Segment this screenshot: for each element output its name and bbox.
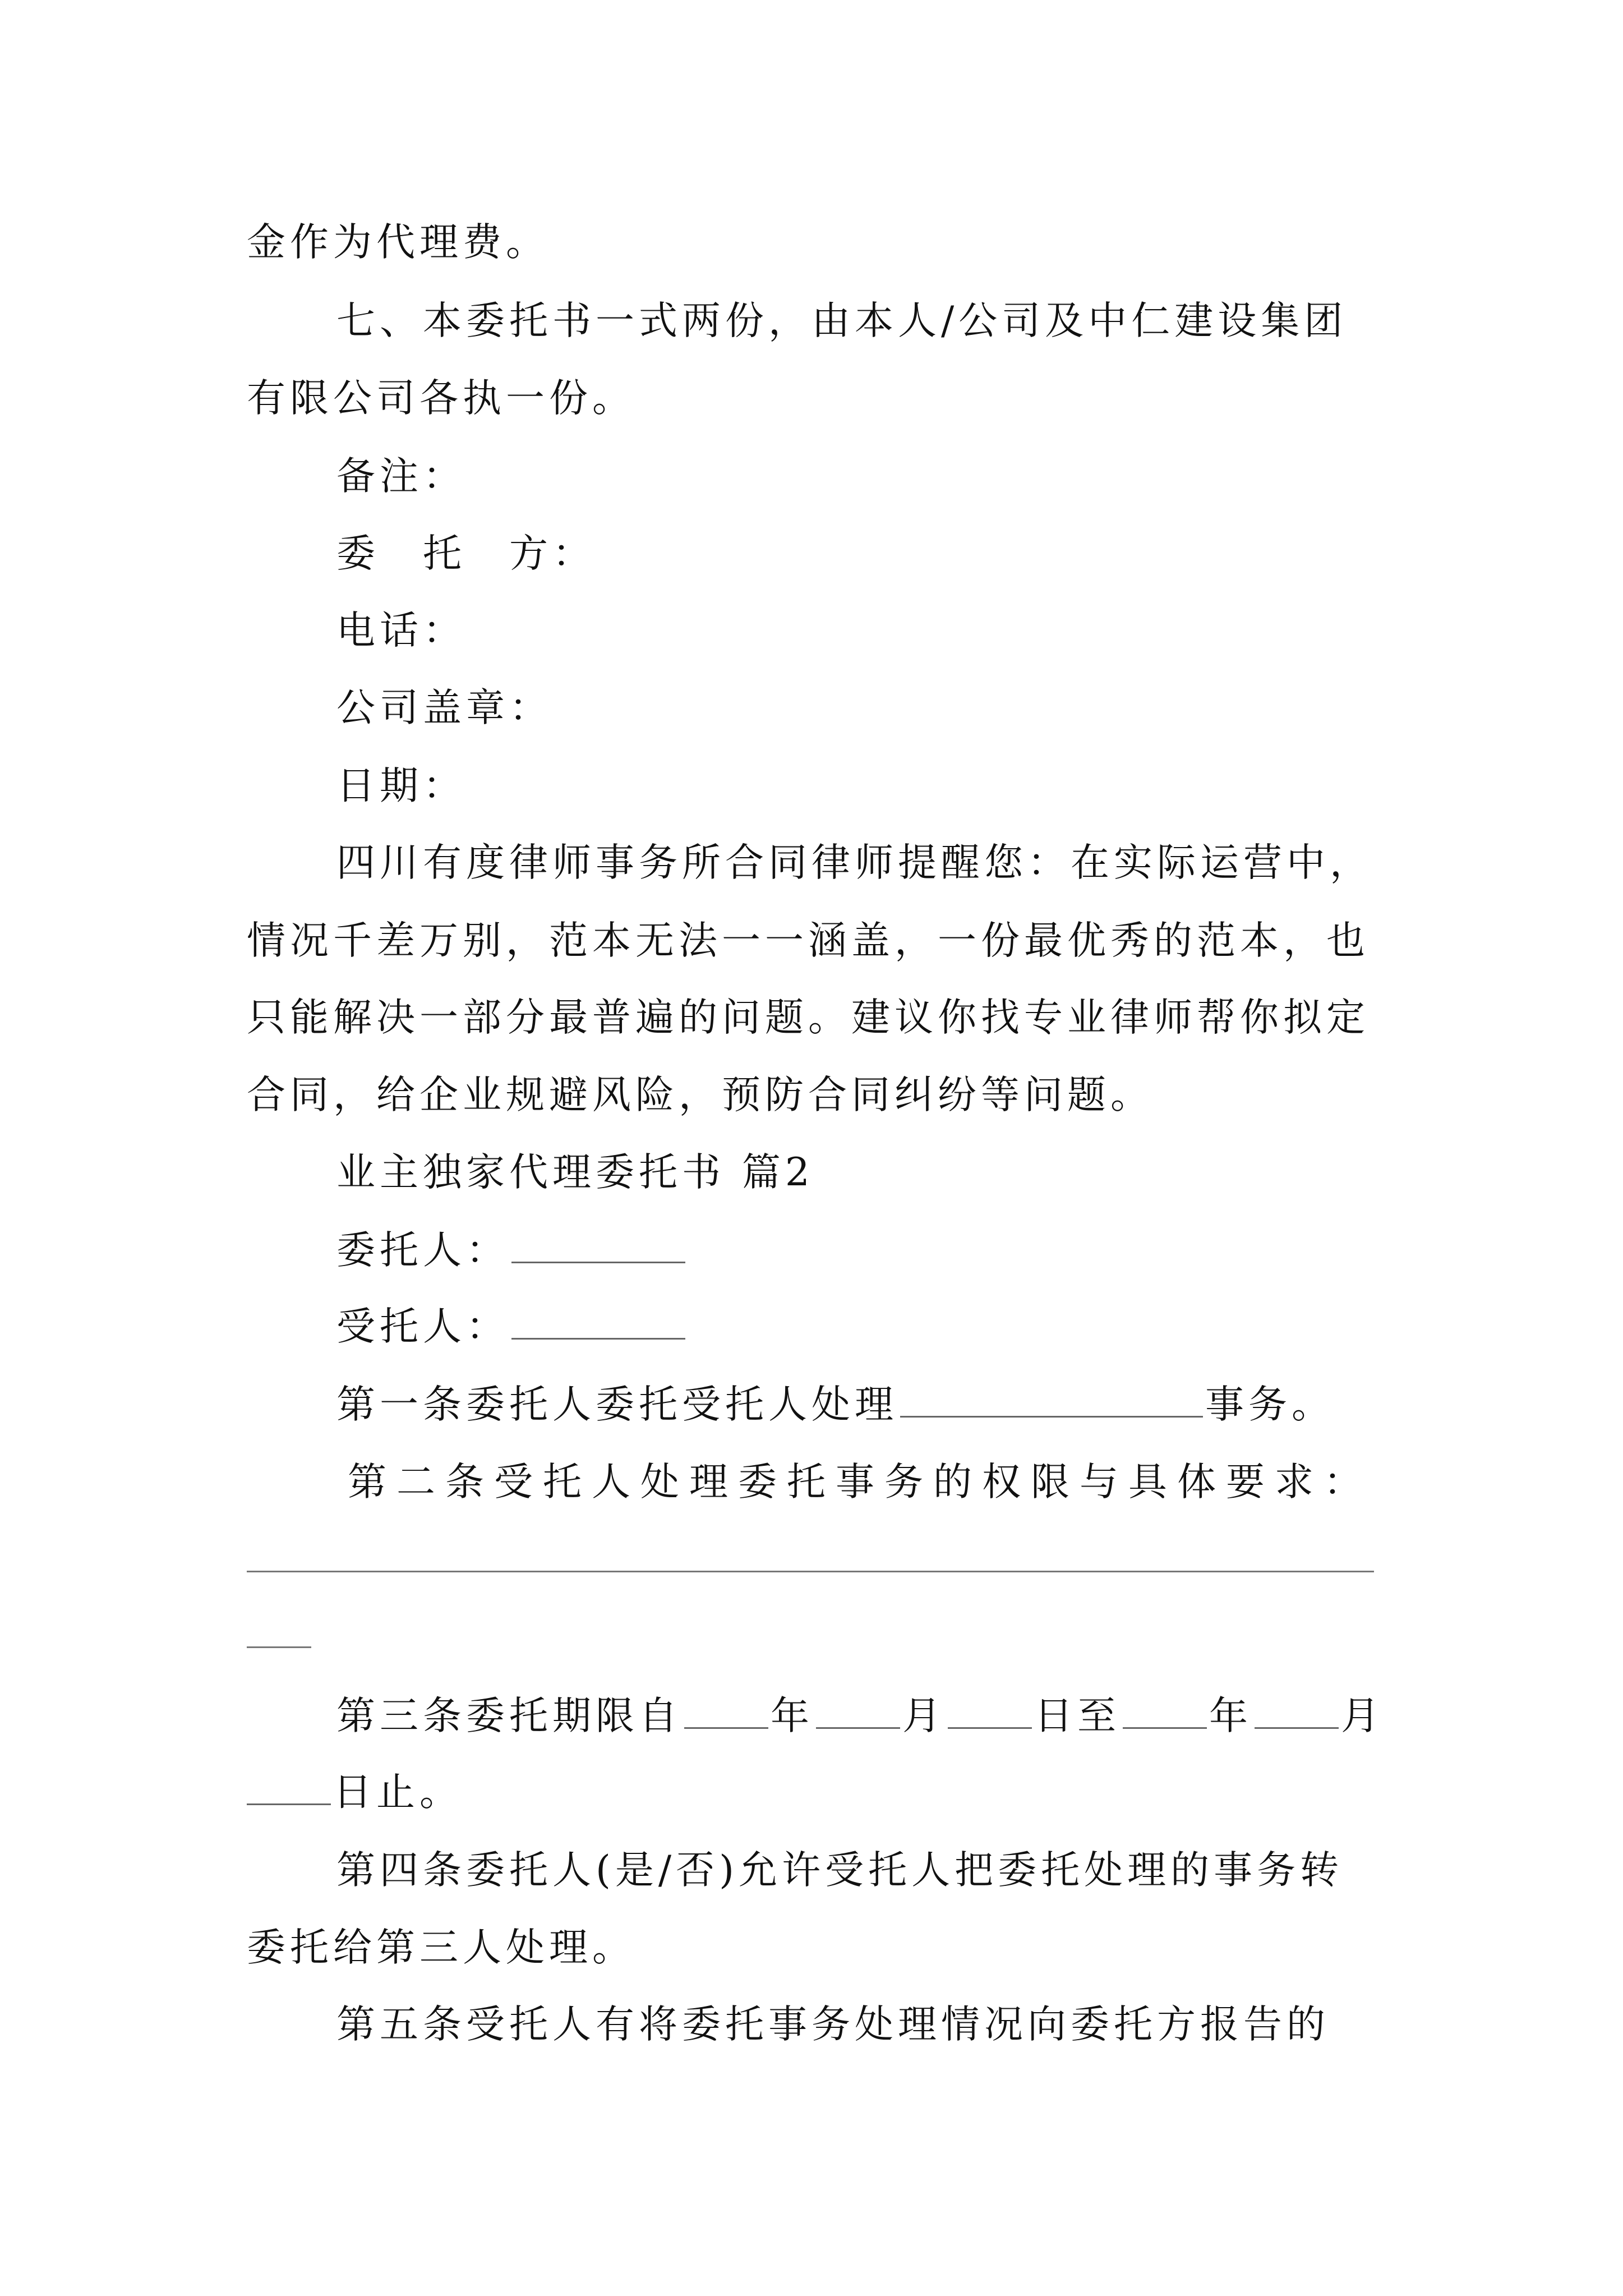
end-month-blank <box>1255 1727 1339 1729</box>
day-to-label: 日至 <box>1034 1694 1121 1738</box>
answer-rule-continued <box>247 1646 311 1648</box>
paragraph-line: 第四条委托人(是/否)允许受托人把委托处理的事务转 <box>336 1848 1344 1893</box>
principal-blank <box>511 1262 685 1263</box>
paragraph-line: 金作为代理费。 <box>247 220 549 265</box>
day-end-label: 日止。 <box>333 1770 463 1815</box>
article-one <box>336 1382 1475 1427</box>
principal-label: 委 托 方： <box>336 531 596 576</box>
paragraph-line: 第五条受托人有将委托事务处理情况向委托方报告的 <box>336 2002 1330 2047</box>
end-year-blank <box>1123 1727 1207 1729</box>
year-label: 年 <box>771 1694 814 1738</box>
start-month-blank <box>816 1727 900 1729</box>
principal-field-label: 委托人： <box>336 1228 509 1273</box>
article-three-end <box>247 1770 1385 1815</box>
paragraph-line: 情况千差万别，范本无法一一涵盖，一份最优秀的范本，也 <box>247 918 1370 963</box>
trustee-field <box>336 1304 1475 1349</box>
answer-rule <box>247 1571 1374 1572</box>
phone-label: 电话： <box>336 608 466 653</box>
term-from-label: 第三条委托期限自 <box>336 1694 682 1738</box>
company-seal-label: 公司盖章： <box>336 685 552 730</box>
start-year-blank <box>684 1727 768 1729</box>
month-label: 月 <box>902 1694 946 1738</box>
start-day-blank <box>948 1727 1032 1729</box>
trustee-field-label: 受托人： <box>336 1304 509 1349</box>
paragraph-line: 四川有度律师事务所合同律师提醒您：在实际运营中， <box>336 840 1373 885</box>
paragraph-line: 合同，给企业规避风险，预防合同纠纷等问题。 <box>247 1073 1154 1117</box>
end-year-label: 年 <box>1209 1694 1252 1738</box>
paragraph-line: 只能解决一部分最普遍的问题。建议你找专业律师帮你拟定 <box>247 995 1370 1040</box>
article-two: 第二条受托人处理委托事务的权限与具体要求： <box>348 1460 1372 1504</box>
paragraph-line: 七、本委托书一式两份，由本人/公司及中仁建设集团 <box>336 298 1348 343</box>
article-one-text: 第一条委托人委托受托人处理 <box>336 1382 898 1427</box>
paragraph-line: 有限公司各执一份。 <box>247 376 635 421</box>
article-three <box>336 1694 1475 1738</box>
remarks-label: 备注： <box>336 454 466 499</box>
paragraph-line: 委托给第三人处理。 <box>247 1925 635 1970</box>
matter-blank <box>900 1416 1203 1418</box>
end-month-label: 月 <box>1341 1694 1384 1738</box>
principal-field <box>336 1228 1475 1273</box>
article-one-suffix: 事务。 <box>1205 1382 1335 1427</box>
date-label: 日期： <box>336 763 466 808</box>
end-day-blank <box>247 1803 331 1805</box>
section-heading: 业主独家代理委托书 篇2 <box>336 1150 814 1195</box>
trustee-blank <box>511 1338 685 1340</box>
